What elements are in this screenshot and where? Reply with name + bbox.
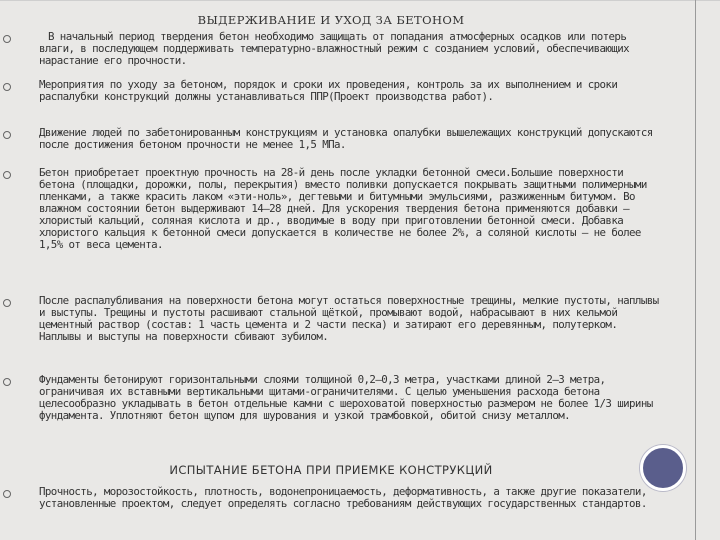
item-text: Движение людей по забетонированным конструкциям и установка опалубки вышележащих конструкций допускаются после достижения бетоном прочности не менее 1,5 МПа. xyxy=(39,126,653,151)
top-border xyxy=(0,0,720,1)
bullet-icon xyxy=(3,490,11,498)
item-text: Фундаменты бетонируют горизонтальными слоями толщиной 0,2—0,3 метра, участками длиной 2—3 метра, ограничивая их вставными вертикальными щитами-ограничителями. С целью уменьшения расхода бетона целесообразно укладывать в бетон отдельные камни с шероховатой поверхностью размером не более 1/3 ширины фундамента. Уплотняют бетон щупом для шурования и узкой трамбовкой, обитой снизу металлом. xyxy=(39,373,653,422)
bullet-icon xyxy=(3,35,11,43)
bullet-icon xyxy=(3,378,11,386)
item-text: Прочность, морозостойкость, плотность, водонепроницаемость, деформативность, а также другие показатели, установленные проектом, следует определять согласно требованиям действующих государственных стандартов. xyxy=(39,485,647,510)
right-border-line xyxy=(695,0,696,540)
section-heading-curing: ВЫДЕРЖИВАНИЕ И УХОД ЗА БЕТОНОМ xyxy=(197,13,465,27)
bullet-icon xyxy=(3,131,11,139)
item-text: Мероприятия по уходу за бетоном, порядок и сроки их проведения, контроль за их выполнением и сроки распалубки конструкций должны устанавливаться ППР(Проект производства работ). xyxy=(39,78,618,103)
bullet-icon xyxy=(3,83,11,91)
item-text: После распалубливания на поверхности бетона могут остаться поверхностные трещины, мелкие пустоты, наплывы и выступы. Трещины и пустоты расшивают стальной щёткой, промывают водой, набрасывают в них кельмой цементный раствор (состав: 1 часть цемента и 2 части песка) и затирают его деревянным, полутерком. Наплывы и выступы на поверхности сбивают зубилом. xyxy=(39,294,659,343)
bullet-icon xyxy=(3,171,11,179)
bullet-icon xyxy=(3,299,11,307)
item-text: В начальный период твердения бетон необходимо защищать от попадания атмосферных осадков или потерь влаги, в последующем поддерживать температурно-влажностный режим с созданием условий, обеспечивающих нарастание его прочности. xyxy=(39,30,630,67)
decorative-circle-icon xyxy=(640,445,686,491)
section-heading-testing: ИСПЫТАНИЕ БЕТОНА ПРИ ПРИЕМКЕ КОНСТРУКЦИЙ xyxy=(169,463,493,477)
item-text: Бетон приобретает проектную прочность на 28-й день после укладки бетонной смеси.Большие поверхности бетона (площадки, дорожки, полы, перекрытия) вместо поливки допускается покрывать защитными полимерными пленками, а также красить лаком «эти-ноль», дегтевыми и битумными эмульсиями, разжиженным битумом. Во влажном состоянии бетон выдерживают 14—28 дней. Для ускорения твердения бетона применяются добавки — хлористый кальций, соляная кислота и др., вводимые в воду при приготовлении бетонной смеси. Добавка хлористого кальция к бетонной смеси допускается в количестве не более 2%, а соляной кислоты — не более 1,5% от веса цемента. xyxy=(39,166,647,251)
